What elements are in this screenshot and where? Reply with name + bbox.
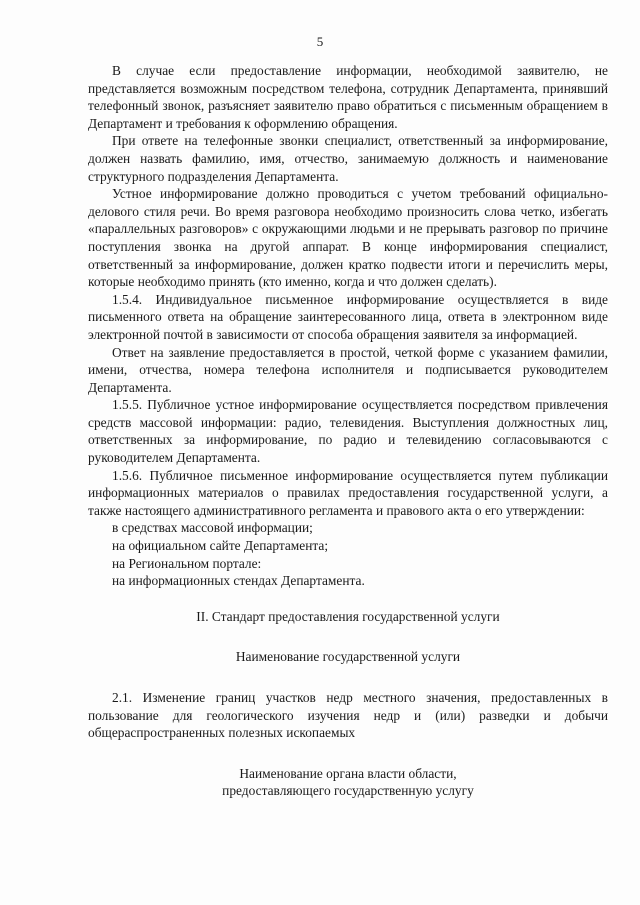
subheading-service-name: Наименование государственной услуги <box>235 649 461 665</box>
paragraph-1-5-6: 1.5.6. Публичное письменное информирование осуществляется путем публикации информационных материалов о правилах предоставления государственной услуги, а также настоящего административного регламента и правового акта о его утверждении: <box>88 467 608 518</box>
paragraph-phone-answer: При ответе на телефонные звонки специалист, ответственный за информирование, должен назвать фамилию, имя, отчество, занимаемую должность и наименование структурного подразделения Департамента. <box>88 133 608 184</box>
subheading-authority-line1: Наименование органа власти области, <box>239 765 457 781</box>
section-heading: II. Стандарт предоставления государственной услуги <box>196 608 500 624</box>
paragraph-2-1: 2.1. Изменение границ участков недр местного значения, предоставленных в пользование для геологического изучения недр и (или) разведки и добычи общераспространенных полезных ископаемых <box>88 690 608 741</box>
list-item: в средствах массовой информации; <box>112 520 313 536</box>
page-number: 5 <box>316 34 324 49</box>
list-item: на информационных стендах Департамента. <box>112 573 365 589</box>
paragraph-phone-inability: В случае если предоставление информации, необходимой заявителю, не представляется возможным посредством телефона, сотрудник Департамента, принявший телефонный звонок, разъясняет заявителю право обратиться с письменным обращением в Департамент и требования к оформлению обращения. <box>88 63 608 131</box>
paragraph-1-5-5: 1.5.5. Публичное устное информирование осуществляется посредством привлечения средств массовой информации: радио, телевидения. Выступления должностных лиц, ответственных за информирование, по радио и телевидению согласовываются с руководителем Департамента. <box>88 397 608 466</box>
document-body <box>88 62 608 800</box>
paragraph-1-5-4: 1.5.4. Индивидуальное письменное информирование осуществляется в виде письменного ответа на обращение заинтересованного лица, ответа в электронном виде электронной почтой в зависимости от способа обращения заявителя за информацией. <box>88 291 608 342</box>
list-item: на официальном сайте Департамента; <box>112 538 329 554</box>
paragraph-answer-form: Ответ на заявление предоставляется в простой, четкой форме с указанием фамилии, имени, отчества, номера телефона исполнителя и подписывается руководителем Департамента. <box>88 344 608 395</box>
list-item: на Региональном портале: <box>112 555 262 571</box>
subheading-authority-line2: предоставляющего государственную услугу <box>222 783 474 799</box>
paragraph-oral-style: Устное информирование должно проводиться с учетом требований официально-делового стиля речи. Во время разговора необходимо произносить слова четко, избегать «параллельных разговоров» с окружающими людьми и не прерывать разговор по причине поступления звонка на другой аппарат. В конце информирования специалист, ответственный за информирование, должен кратко подвести итоги и перечислить меры, которые необходимо принять (кто именно, когда и что должен сделать). <box>88 186 608 290</box>
